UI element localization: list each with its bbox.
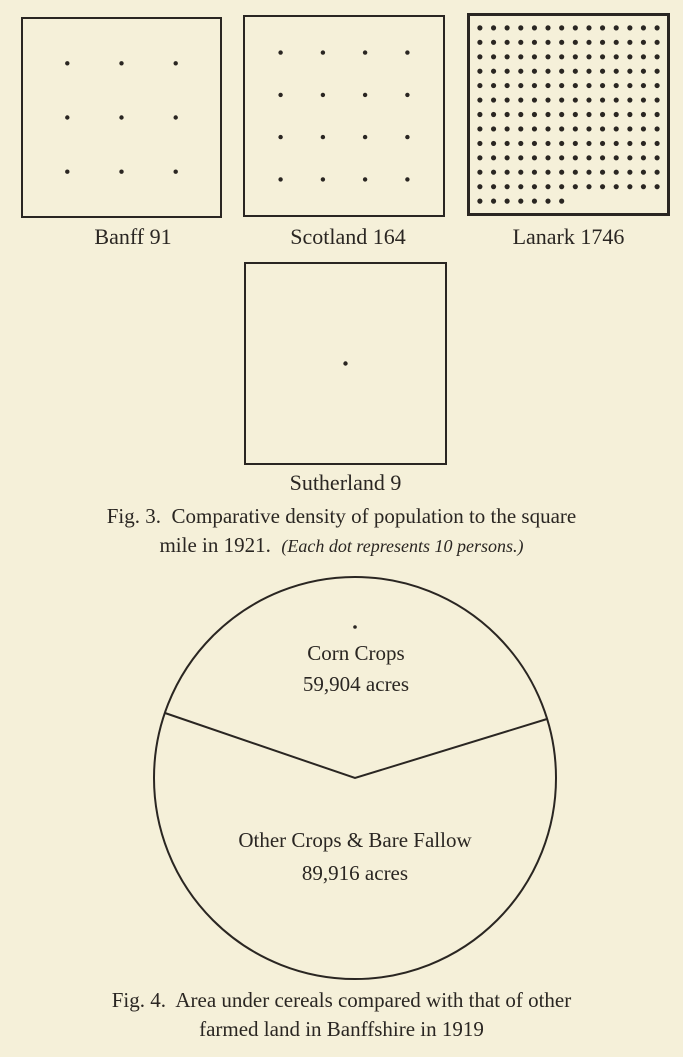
fig4-caption <box>0 986 683 1044</box>
label-scotland: Scotland 164 <box>290 224 406 249</box>
label-lanark: Lanark 1746 <box>512 224 625 249</box>
slice-value-other: 89,916 acres <box>301 861 409 885</box>
label-sutherland: Sutherland 9 <box>289 470 402 495</box>
fig4-title: Area under cereals compared with that of other <box>175 988 572 1012</box>
fig4-label: Fig. 4. <box>111 988 166 1012</box>
slice-name-other: Other Crops & Bare Fallow <box>238 828 472 852</box>
fig4-caption-line1 <box>0 986 683 1015</box>
fig3-note: (Each dot represents 10 persons.) <box>281 536 524 556</box>
fig3-label: Fig. 3. <box>106 504 161 528</box>
fig4-caption-line2 <box>0 1015 683 1044</box>
slice-value-corn: 59,904 acres <box>302 672 410 696</box>
slice-label-other <box>155 828 555 886</box>
pie-slice-divider <box>165 713 547 778</box>
slice-label-corn <box>256 641 456 697</box>
pie-center-dot <box>353 625 357 629</box>
label-banff: Banff 91 <box>94 224 172 249</box>
fig4-title-rest: farmed land in Banffshire in 1919 <box>199 1017 484 1041</box>
fig3-title: Comparative density of population to the square <box>171 504 577 528</box>
fig3-title-rest: mile in 1921. <box>159 533 271 557</box>
slice-name-corn: Corn Crops <box>307 641 405 665</box>
